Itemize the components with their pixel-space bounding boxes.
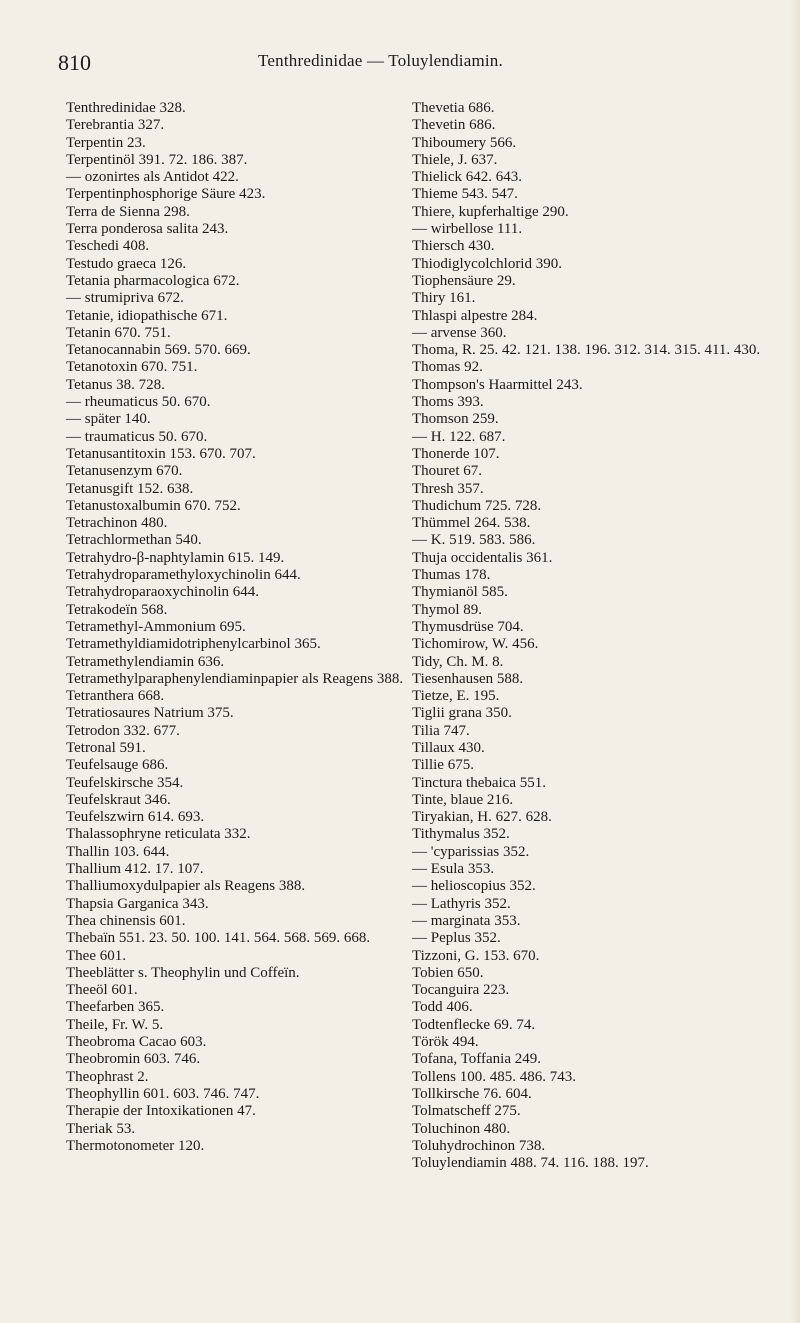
index-entry: — traumaticus 50. 670. [66,428,208,445]
index-entry: Thebaïn 551. 23. 50. 100. 141. 564. 568. 569. 668. [66,930,371,947]
index-entry: Tetrachinon 480. [66,515,168,532]
index-entry: — ozonirtes als Antidot 422. [66,169,239,186]
index-entry: Tetanocannabin 569. 570. 669. [66,342,251,359]
index-entry: Thalassophryne reticulata 332. [66,826,251,843]
index-entry: Theophyllin 601. 603. 746. 747. [66,1085,260,1102]
index-entry: Tiophensäure 29. [412,272,516,289]
index-entry: Tiglii grana 350. [412,705,512,722]
index-entry: Thiele, J. 637. [412,151,498,168]
index-entry: Thouret 67. [412,463,482,480]
index-entry: Teufelsauge 686. [66,757,169,774]
index-entry: Thevetia 686. [412,100,495,116]
index-entry: Thomson 259. [412,411,499,428]
index-entry: Thallin 103. 644. [66,843,170,860]
index-entry: Tillaux 430. [412,739,485,756]
index-entry: Teufelszwirn 614. 693. [66,809,205,826]
index-entry: Tetrahydroparaoxychinolin 644. [66,584,260,601]
index-entry: Tetrodon 332. 677. [66,722,180,739]
index-entry: Theeöl 601. [66,982,138,999]
index-entry: Tetramethyl-Ammonium 695. [66,618,246,635]
index-entry: Tetrakodeïn 568. [66,601,168,618]
index-entry: Tetanotoxin 670. 751. [66,359,198,376]
index-entry: Thymianöl 585. [412,584,508,601]
index-entry: Török 494. [412,1034,479,1051]
index-entry: Thiodiglycolchlorid 390. [412,255,562,272]
index-entry: Tetratiosaures Natrium 375. [66,705,234,722]
index-entry: Theobromin 603. 746. [66,1051,201,1068]
index-entry: Theeblätter s. Theophylin und Coffeïn. [66,964,300,981]
index-entry: Tetania pharmacologica 672. [66,272,240,289]
index-entry: Thonerde 107. [412,445,500,462]
index-entry: Tithymalus 352. [412,826,510,843]
index-entry: Thea chinensis 601. [66,912,186,929]
index-entry: Tobien 650. [412,964,484,981]
index-entry: — 'cyparissias 352. [412,843,530,860]
index-entry: — später 140. [66,411,151,428]
index-entry: Tenthredinidae 328. [66,100,186,116]
index-entry: — Lathyris 352. [412,895,511,912]
index-entry: Tiryakian, H. 627. 628. [412,809,552,826]
index-entry: Terpentinöl 391. 72. 186. 387. [66,151,248,168]
index-entry: Thudichum 725. 728. [412,497,542,514]
index-entry: Thymusdrüse 704. [412,618,524,635]
index-entry: Terra ponderosa salita 243. [66,221,229,238]
index-entry: Thlaspi alpestre 284. [412,307,538,324]
index-entry: Tetramethylparaphenylendiaminpapier als Reagens 388. [66,670,404,687]
index-entry: Tetronal 591. [66,739,146,756]
page-edge-shadow [790,0,800,1323]
index-entry: Teschedi 408. [66,238,150,255]
index-entry: Tichomirow, W. 456. [412,636,539,653]
index-entry: Tofana, Toffania 249. [412,1051,541,1068]
index-entry: Tietze, E. 195. [412,688,500,705]
index-entry: Thoma, R. 25. 42. 121. 138. 196. 312. 314. 315. 411. 430. [412,342,761,359]
index-entry: Thevetin 686. [412,117,496,134]
index-entry: Therapie der Intoxikationen 47. [66,1103,256,1120]
index-entry: Thalliumoxydulpapier als Reagens 388. [66,878,306,895]
index-entry: Tetanusantitoxin 153. 670. 707. [66,445,256,462]
index-entry: Tizzoni, G. 153. 670. [412,947,540,964]
index-entry: Tetranthera 668. [66,688,165,705]
index-entry: Tolmatscheff 275. [412,1103,521,1120]
index-entry: — arvense 360. [412,324,507,341]
index-entry: Tetrahydroparamethyloxychinolin 644. [66,567,301,584]
index-entry: Tetanusenzym 670. [66,463,183,480]
index-column-right [412,100,800,1172]
index-entry: Thumas 178. [412,567,491,584]
index-entry: Terra de Sienna 298. [66,203,190,220]
index-entry: Theefarben 365. [66,999,165,1016]
index-entry: — H. 122. 687. [412,428,506,445]
index-entry: Tetanusgift 152. 638. [66,480,194,497]
index-entry: Tillie 675. [412,757,474,774]
index-entry: Terpentin 23. [66,134,146,151]
index-entry: Tollens 100. 485. 486. 743. [412,1068,576,1085]
index-entry: Thiboumery 566. [412,134,517,151]
index-entry: Theobroma Cacao 603. [66,1034,207,1051]
index-entry: Theriak 53. [66,1120,136,1137]
index-entry: Tilia 747. [412,722,470,739]
index-entry: Toluylendiamin 488. 74. 116. 188. 197. [412,1155,649,1172]
index-entry: Theophrast 2. [66,1068,149,1085]
page-header [58,50,758,80]
index-entry: Terebrantia 327. [66,117,165,134]
index-entry: Tetanustoxalbumin 670. 752. [66,497,241,514]
index-entry: Tetanin 670. 751. [66,324,171,341]
index-entry: — marginata 353. [412,912,521,929]
index-entry: Teufelskraut 346. [66,791,171,808]
index-entry: — helioscopius 352. [412,878,536,895]
index-entry: Tetanus 38. 728. [66,376,165,393]
index-entry: Todd 406. [412,999,473,1016]
index-entry: Testudo graeca 126. [66,255,187,272]
index-entry: — Peplus 352. [412,930,501,947]
index-entry: Thieme 543. 547. [412,186,518,203]
index-entry: Thiersch 430. [412,238,495,255]
running-head: Tenthredinidae — Toluylendiamin. [258,51,503,70]
index-entry: Thümmel 264. 538. [412,515,531,532]
index-entry: Thuja occidentalis 361. [412,549,553,566]
index-entry: — Esula 353. [412,861,495,878]
index-entry: Tocanguira 223. [412,982,510,999]
index-entry: Toluchinon 480. [412,1120,511,1137]
index-entry: Thapsia Garganica 343. [66,895,209,912]
index-entry: Thiry 161. [412,290,476,307]
index-entry: Tetramethylendiamin 636. [66,653,225,670]
index-entry: Tetrahydro-β-naphtylamin 615. 149. [66,549,285,566]
index-entry: — rheumaticus 50. 670. [66,394,211,411]
index-entry: Tiesenhausen 588. [412,670,524,687]
index-entry: Teufelskirsche 354. [66,774,184,791]
index-entry: Toluhydrochinon 738. [412,1137,546,1154]
index-entry: Thee 601. [66,947,126,964]
index-entry: Todtenflecke 69. 74. [412,1016,536,1033]
index-entry: Tollkirsche 76. 604. [412,1085,532,1102]
index-entry: Terpentinphosphorige Säure 423. [66,186,266,203]
index-entry: Thielick 642. 643. [412,169,522,186]
index-entry: Tinte, blaue 216. [412,791,514,808]
index-entry: Thermotonometer 120. [66,1137,205,1154]
index-entry: Thallium 412. 17. 107. [66,861,204,878]
index-entry: Thomas 92. [412,359,483,376]
index-entry: Thompson's Haarmittel 243. [412,376,583,393]
index-entry: — K. 519. 583. 586. [412,532,536,549]
index-entry: Tetrachlormethan 540. [66,532,202,549]
index-column-left [66,100,406,1155]
index-entry: Tidy, Ch. M. 8. [412,653,504,670]
index-entry: — strumipriva 672. [66,290,184,307]
index-entry: Tetanie, idiopathische 671. [66,307,228,324]
index-entry: Tetramethyldiamidotriphenylcarbinol 365. [66,636,321,653]
index-entry: Thoms 393. [412,394,484,411]
page-number: 810 [58,50,91,75]
index-entry: — wirbellose 111. [412,221,523,238]
index-entry: Tinctura thebaica 551. [412,774,546,791]
index-entry: Thymol 89. [412,601,482,618]
index-entry: Thiere, kupferhaltige 290. [412,203,569,220]
index-entry: Thresh 357. [412,480,484,497]
index-entry: Theile, Fr. W. 5. [66,1016,164,1033]
